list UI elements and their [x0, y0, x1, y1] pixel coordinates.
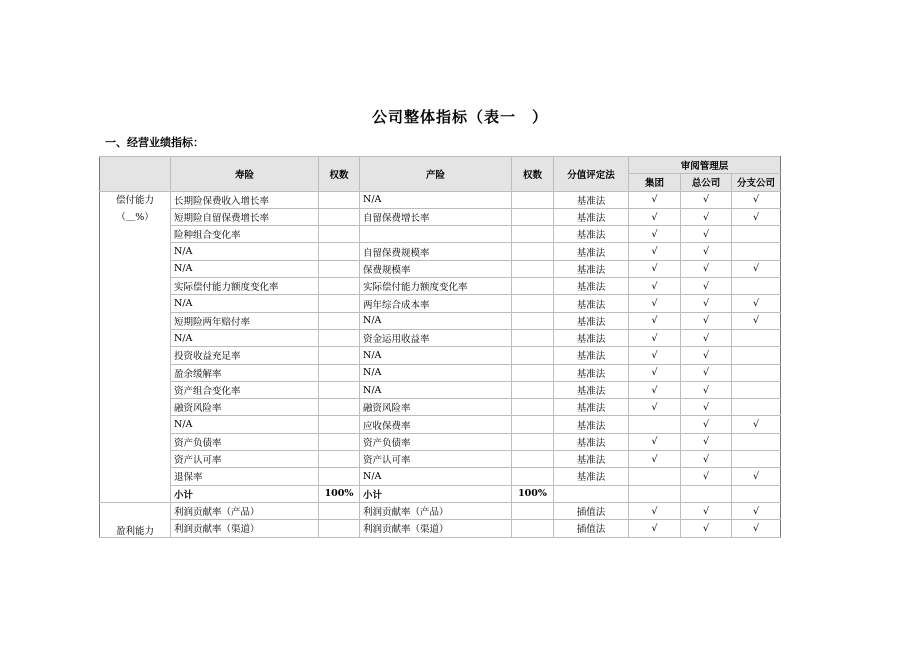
- cell-weight-property: [512, 381, 554, 398]
- cell-branch-check: [732, 399, 781, 416]
- cell-hq-check: √: [681, 260, 732, 277]
- cell-hq-check: √: [681, 312, 732, 329]
- section-heading: 一、经营业绩指标：: [105, 136, 204, 149]
- cell-method: 基准法: [554, 329, 629, 346]
- cell-life-indicator: 资产负债率: [171, 433, 319, 450]
- table-row: [100, 260, 781, 277]
- cell-life-indicator: 投资收益充足率: [171, 347, 319, 364]
- cell-hq-check: √: [681, 416, 732, 433]
- cell-weight-property: [512, 191, 554, 208]
- cell-method: 基准法: [554, 381, 629, 398]
- indicator-table: [99, 156, 781, 538]
- table-row: [100, 226, 781, 243]
- header-method: 分值评定法: [554, 157, 629, 192]
- cell-group-check: √: [629, 433, 681, 450]
- table-row: [100, 399, 781, 416]
- cell-method: 基准法: [554, 208, 629, 225]
- cell-group-check: [629, 468, 681, 485]
- cell-branch-check: [732, 451, 781, 468]
- cell-property-indicator: N/A: [360, 347, 512, 364]
- cell-weight-life: [319, 433, 360, 450]
- cell-group-check: [629, 416, 681, 433]
- cell-group-check: √: [629, 260, 681, 277]
- cell-life-indicator: 短期险两年赔付率: [171, 312, 319, 329]
- cell-method: 基准法: [554, 312, 629, 329]
- cell-property-indicator: 融资风险率: [360, 399, 512, 416]
- cell-method: 基准法: [554, 468, 629, 485]
- cell-property-indicator: 两年综合成本率: [360, 295, 512, 312]
- table-row: [100, 278, 781, 295]
- table-row: [100, 191, 781, 208]
- cell-life-indicator: N/A: [171, 243, 319, 260]
- cell-weight-life: [319, 278, 360, 295]
- cell-weight-life: [319, 191, 360, 208]
- header-review: 审阅管理层: [629, 157, 781, 174]
- subtotal-property-label: 小计: [360, 485, 512, 502]
- cell-group-check: √: [629, 502, 681, 519]
- cell-weight-life: [319, 520, 360, 537]
- table-row: [100, 381, 781, 398]
- cell-method: 基准法: [554, 416, 629, 433]
- cell-branch-check: √: [732, 295, 781, 312]
- cell-method: 基准法: [554, 260, 629, 277]
- subtotal-group: [629, 485, 681, 502]
- cell-branch-check: [732, 381, 781, 398]
- header-weight-life: 权数: [319, 157, 360, 192]
- cell-property-indicator: 资产负债率: [360, 433, 512, 450]
- cell-hq-check: √: [681, 433, 732, 450]
- cell-group-check: √: [629, 295, 681, 312]
- table-row: [100, 347, 781, 364]
- cell-hq-check: √: [681, 381, 732, 398]
- cell-method: 基准法: [554, 451, 629, 468]
- cell-weight-property: [512, 278, 554, 295]
- table-row: [100, 416, 781, 433]
- cell-life-indicator: 融资风险率: [171, 399, 319, 416]
- cell-property-indicator: 保费规模率: [360, 260, 512, 277]
- header-hq: 总公司: [681, 174, 732, 191]
- table-body: [100, 191, 781, 537]
- cell-property-indicator: 自留保费增长率: [360, 208, 512, 225]
- cell-life-indicator: N/A: [171, 295, 319, 312]
- table-row: [100, 451, 781, 468]
- cell-weight-property: [512, 295, 554, 312]
- cell-group-check: √: [629, 520, 681, 537]
- cell-hq-check: √: [681, 364, 732, 381]
- cell-hq-check: √: [681, 208, 732, 225]
- category-profit: 盈利能力: [100, 502, 171, 537]
- header-group: 集团: [629, 174, 681, 191]
- cell-group-check: √: [629, 364, 681, 381]
- cell-method: 基准法: [554, 364, 629, 381]
- cell-group-check: √: [629, 399, 681, 416]
- cell-group-check: √: [629, 226, 681, 243]
- header-branch: 分支公司: [732, 174, 781, 191]
- cell-branch-check: [732, 329, 781, 346]
- cell-weight-life: [319, 502, 360, 519]
- cell-hq-check: √: [681, 226, 732, 243]
- cell-hq-check: √: [681, 329, 732, 346]
- cell-weight-property: [512, 243, 554, 260]
- table-row: [100, 295, 781, 312]
- cell-hq-check: √: [681, 468, 732, 485]
- cell-hq-check: √: [681, 502, 732, 519]
- cell-life-indicator: 险种组合变化率: [171, 226, 319, 243]
- page-title: 公司整体指标（表一 ）: [371, 108, 548, 126]
- cell-weight-property: [512, 520, 554, 537]
- cell-life-indicator: 退保率: [171, 468, 319, 485]
- cell-weight-life: [319, 312, 360, 329]
- cell-group-check: √: [629, 381, 681, 398]
- subtotal-branch: [732, 485, 781, 502]
- cell-weight-life: [319, 295, 360, 312]
- cell-branch-check: √: [732, 502, 781, 519]
- cell-method: 基准法: [554, 243, 629, 260]
- cell-method: 基准法: [554, 433, 629, 450]
- cell-hq-check: √: [681, 243, 732, 260]
- cell-life-indicator: N/A: [171, 329, 319, 346]
- table-row: [100, 208, 781, 225]
- cell-property-indicator: N/A: [360, 468, 512, 485]
- cell-weight-life: [319, 381, 360, 398]
- cell-weight-property: [512, 364, 554, 381]
- cell-branch-check: [732, 433, 781, 450]
- cell-weight-life: [319, 416, 360, 433]
- cell-property-indicator: 资金运用收益率: [360, 329, 512, 346]
- cell-life-indicator: 资产认可率: [171, 451, 319, 468]
- cell-property-indicator: 应收保费率: [360, 416, 512, 433]
- cell-group-check: √: [629, 191, 681, 208]
- cell-branch-check: √: [732, 520, 781, 537]
- cell-weight-life: [319, 226, 360, 243]
- cell-weight-property: [512, 416, 554, 433]
- cell-weight-life: [319, 208, 360, 225]
- cell-method: 插值法: [554, 502, 629, 519]
- cell-property-indicator: N/A: [360, 381, 512, 398]
- cell-branch-check: [732, 243, 781, 260]
- cell-weight-life: [319, 399, 360, 416]
- subtotal-method: [554, 485, 629, 502]
- cell-weight-property: [512, 312, 554, 329]
- cell-weight-property: [512, 208, 554, 225]
- cell-branch-check: [732, 364, 781, 381]
- cell-property-indicator: 利润贡献率（渠道）: [360, 520, 512, 537]
- table-row: [100, 243, 781, 260]
- cell-life-indicator: N/A: [171, 260, 319, 277]
- cell-method: 基准法: [554, 278, 629, 295]
- cell-weight-life: [319, 451, 360, 468]
- cell-method: 基准法: [554, 399, 629, 416]
- cell-weight-life: [319, 260, 360, 277]
- cell-hq-check: √: [681, 347, 732, 364]
- table-row: [100, 312, 781, 329]
- cell-group-check: √: [629, 329, 681, 346]
- cell-branch-check: [732, 278, 781, 295]
- cell-group-check: √: [629, 243, 681, 260]
- cell-hq-check: √: [681, 191, 732, 208]
- cell-method: 基准法: [554, 347, 629, 364]
- cell-property-indicator: 资产认可率: [360, 451, 512, 468]
- cell-group-check: √: [629, 347, 681, 364]
- category-solvency-label: 偿付能力: [115, 194, 154, 206]
- cell-life-indicator: 利润贡献率（渠道）: [171, 520, 319, 537]
- cell-life-indicator: N/A: [171, 416, 319, 433]
- cell-weight-life: [319, 329, 360, 346]
- category-solvency: [100, 191, 171, 502]
- cell-weight-property: [512, 260, 554, 277]
- cell-life-indicator: 盈余缓解率: [171, 364, 319, 381]
- cell-group-check: √: [629, 312, 681, 329]
- table-row: [100, 468, 781, 485]
- cell-property-indicator: 实际偿付能力额度变化率: [360, 278, 512, 295]
- header-weight-property: 权数: [512, 157, 554, 192]
- cell-weight-property: [512, 451, 554, 468]
- subtotal-row: [100, 485, 781, 502]
- cell-life-indicator: 利润贡献率（产品）: [171, 502, 319, 519]
- cell-branch-check: √: [732, 191, 781, 208]
- cell-branch-check: [732, 226, 781, 243]
- cell-weight-property: [512, 502, 554, 519]
- cell-weight-property: [512, 433, 554, 450]
- subtotal-weight-property: 100%: [512, 485, 554, 502]
- cell-property-indicator: N/A: [360, 312, 512, 329]
- cell-hq-check: √: [681, 399, 732, 416]
- cell-hq-check: √: [681, 451, 732, 468]
- cell-life-indicator: 短期险自留保费增长率: [171, 208, 319, 225]
- cell-group-check: √: [629, 278, 681, 295]
- cell-branch-check: √: [732, 312, 781, 329]
- cell-weight-property: [512, 399, 554, 416]
- cell-group-check: √: [629, 208, 681, 225]
- cell-life-indicator: 长期险保费收入增长率: [171, 191, 319, 208]
- cell-hq-check: √: [681, 520, 732, 537]
- header-property: 产险: [360, 157, 512, 192]
- subtotal-life-label: 小计: [171, 485, 319, 502]
- cell-group-check: √: [629, 451, 681, 468]
- category-solvency-percent: （＿%）: [116, 211, 154, 223]
- cell-life-indicator: 资产组合变化率: [171, 381, 319, 398]
- cell-hq-check: √: [681, 295, 732, 312]
- table-row: [100, 329, 781, 346]
- cell-hq-check: √: [681, 278, 732, 295]
- cell-method: 基准法: [554, 191, 629, 208]
- cell-weight-life: [319, 347, 360, 364]
- cell-property-indicator: 自留保费规模率: [360, 243, 512, 260]
- cell-weight-property: [512, 226, 554, 243]
- cell-property-indicator: [360, 226, 512, 243]
- cell-property-indicator: 利润贡献率（产品）: [360, 502, 512, 519]
- table-row: [100, 364, 781, 381]
- table-row: [100, 520, 781, 537]
- cell-branch-check: √: [732, 468, 781, 485]
- cell-method: 基准法: [554, 226, 629, 243]
- subtotal-hq: [681, 485, 732, 502]
- cell-weight-life: [319, 243, 360, 260]
- table-row: [100, 502, 781, 519]
- cell-weight-life: [319, 364, 360, 381]
- cell-branch-check: √: [732, 260, 781, 277]
- cell-property-indicator: N/A: [360, 191, 512, 208]
- cell-weight-life: [319, 468, 360, 485]
- subtotal-weight-life: 100%: [319, 485, 360, 502]
- cell-life-indicator: 实际偿付能力额度变化率: [171, 278, 319, 295]
- cell-branch-check: √: [732, 208, 781, 225]
- cell-weight-property: [512, 468, 554, 485]
- header-category: [100, 157, 171, 192]
- cell-branch-check: √: [732, 416, 781, 433]
- cell-method: 插值法: [554, 520, 629, 537]
- header-life: 寿险: [171, 157, 319, 192]
- cell-method: 基准法: [554, 295, 629, 312]
- table-row: [100, 433, 781, 450]
- cell-weight-property: [512, 347, 554, 364]
- header-row-1: [100, 157, 781, 174]
- cell-weight-property: [512, 329, 554, 346]
- cell-branch-check: [732, 347, 781, 364]
- cell-property-indicator: N/A: [360, 364, 512, 381]
